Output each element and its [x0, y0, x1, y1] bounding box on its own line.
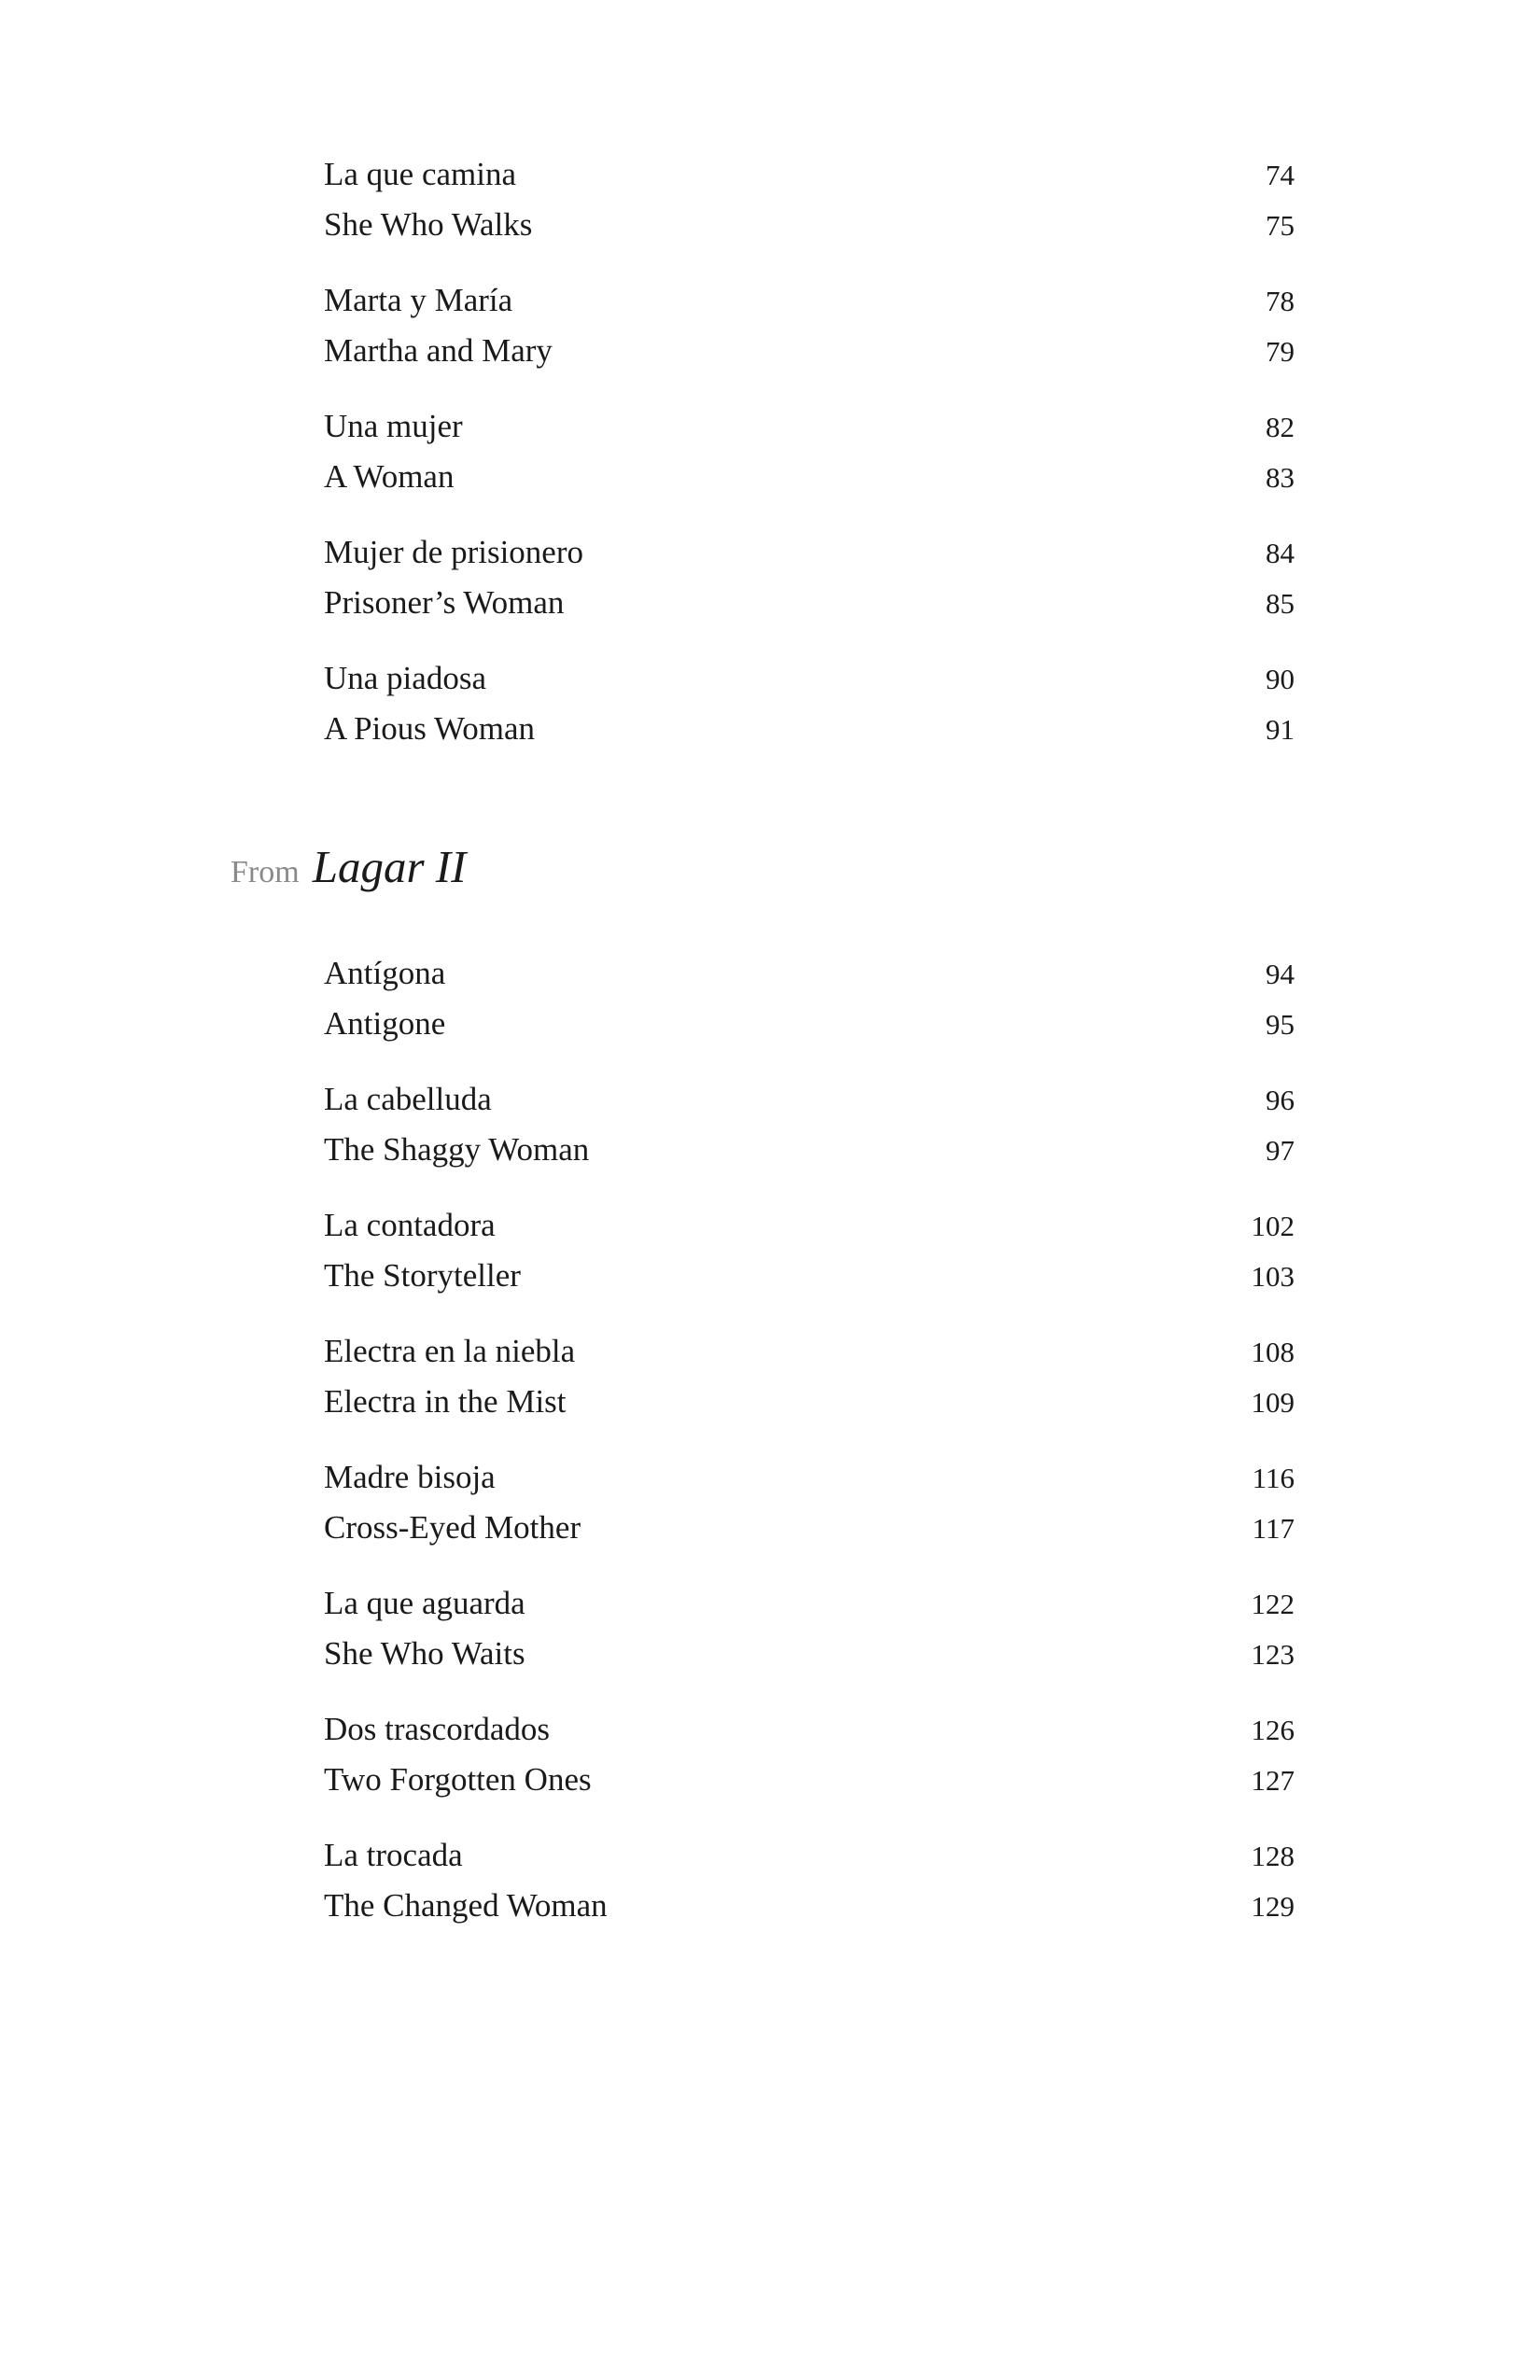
toc-group	[324, 1830, 1295, 1931]
entry-title: La contadora	[324, 1207, 496, 1243]
toc-entry[interactable]	[324, 1125, 1295, 1175]
entry-page-number: 91	[1266, 713, 1295, 746]
toc-entry[interactable]	[324, 1377, 1295, 1427]
toc-entry[interactable]	[324, 527, 1295, 578]
entry-page-number: 75	[1266, 209, 1295, 242]
entry-page-number: 116	[1252, 1462, 1295, 1494]
entry-page-number: 108	[1251, 1336, 1295, 1368]
toc-entry[interactable]	[324, 326, 1295, 376]
entry-title: Cross-Eyed Mother	[324, 1509, 581, 1546]
toc-entry[interactable]	[324, 1452, 1295, 1503]
entry-title: Una piadosa	[324, 660, 486, 696]
entry-page-number: 109	[1251, 1386, 1295, 1419]
entry-title: Martha and Mary	[324, 332, 553, 369]
entry-page-number: 78	[1266, 285, 1295, 317]
toc-entry[interactable]	[324, 452, 1295, 502]
entry-title: A Pious Woman	[324, 710, 536, 747]
entry-page-number: 126	[1251, 1714, 1295, 1746]
toc-entry[interactable]	[324, 1251, 1295, 1301]
entry-title: Mujer de prisionero	[324, 534, 583, 570]
toc-entry[interactable]	[324, 1074, 1295, 1125]
entry-page-number: 95	[1266, 1008, 1295, 1041]
toc-group	[324, 1074, 1295, 1175]
toc-entry[interactable]	[324, 578, 1295, 628]
toc-entry[interactable]	[324, 149, 1295, 200]
entry-title: Antigone	[324, 1005, 446, 1042]
entry-title: Madre bisoja	[324, 1459, 496, 1495]
toc-entry[interactable]	[324, 1326, 1295, 1377]
entry-title: Marta y María	[324, 282, 513, 318]
entry-page-number: 84	[1266, 537, 1295, 569]
toc-entry[interactable]	[324, 1704, 1295, 1755]
toc-group	[324, 527, 1295, 628]
toc-group	[324, 1578, 1295, 1679]
entry-title: La que camina	[324, 156, 517, 192]
entry-title: Antígona	[324, 955, 446, 991]
entry-title: She Who Walks	[324, 206, 533, 243]
toc-group	[324, 275, 1295, 376]
entry-page-number: 85	[1266, 587, 1295, 620]
toc-entry[interactable]	[324, 1881, 1295, 1931]
entry-title: Una mujer	[324, 408, 463, 444]
entry-page-number: 128	[1251, 1840, 1295, 1872]
toc-entry[interactable]	[324, 401, 1295, 452]
entry-page-number: 117	[1252, 1512, 1295, 1545]
toc-entry[interactable]	[324, 1578, 1295, 1629]
entry-page-number: 97	[1266, 1134, 1295, 1167]
toc-group	[324, 1452, 1295, 1553]
entry-title: Electra in the Mist	[324, 1383, 567, 1420]
toc-group	[324, 1704, 1295, 1805]
entry-title: Prisoner’s Woman	[324, 584, 565, 621]
entry-page-number: 102	[1251, 1210, 1295, 1242]
entry-page-number: 74	[1266, 159, 1295, 191]
section-heading-title: Lagar II	[312, 841, 467, 892]
toc-section-continued	[324, 149, 1295, 779]
toc-entry[interactable]	[324, 704, 1295, 754]
toc-entry[interactable]	[324, 1755, 1295, 1805]
entry-title: Dos trascordados	[324, 1711, 551, 1747]
entry-title: Two Forgotten Ones	[324, 1761, 592, 1798]
section-heading-prefix: From	[231, 855, 300, 889]
entry-page-number: 129	[1251, 1890, 1295, 1923]
toc-entry[interactable]	[324, 1200, 1295, 1251]
toc-entry[interactable]	[324, 999, 1295, 1049]
toc-entry[interactable]	[324, 653, 1295, 704]
entry-title: The Changed Woman	[324, 1887, 608, 1924]
entry-page-number: 127	[1251, 1764, 1295, 1797]
entry-title: The Shaggy Woman	[324, 1131, 590, 1168]
toc-group	[324, 401, 1295, 502]
toc-group	[324, 149, 1295, 250]
section-heading	[231, 840, 466, 893]
entry-title: La cabelluda	[324, 1081, 492, 1117]
toc-group	[324, 948, 1295, 1049]
entry-title: La que aguarda	[324, 1585, 525, 1621]
entry-page-number: 103	[1251, 1260, 1295, 1293]
toc-group	[324, 1326, 1295, 1427]
toc-entry[interactable]	[324, 200, 1295, 250]
entry-page-number: 123	[1251, 1638, 1295, 1671]
entry-page-number: 83	[1266, 461, 1295, 494]
toc-entry[interactable]	[324, 275, 1295, 326]
entry-title: The Storyteller	[324, 1257, 521, 1294]
entry-title: A Woman	[324, 458, 455, 495]
entry-title: La trocada	[324, 1837, 463, 1873]
toc-section-lagar-ii	[324, 948, 1295, 1956]
entry-page-number: 94	[1266, 958, 1295, 990]
entry-title: Electra en la niebla	[324, 1333, 576, 1369]
entry-page-number: 79	[1266, 335, 1295, 368]
entry-page-number: 82	[1266, 411, 1295, 443]
entry-page-number: 122	[1251, 1588, 1295, 1620]
toc-entry[interactable]	[324, 1503, 1295, 1553]
toc-entry[interactable]	[324, 948, 1295, 999]
toc-entry[interactable]	[324, 1830, 1295, 1881]
entry-page-number: 90	[1266, 663, 1295, 695]
entry-page-number: 96	[1266, 1084, 1295, 1116]
toc-entry[interactable]	[324, 1629, 1295, 1679]
toc-group	[324, 1200, 1295, 1301]
toc-group	[324, 653, 1295, 754]
entry-title: She Who Waits	[324, 1635, 525, 1672]
